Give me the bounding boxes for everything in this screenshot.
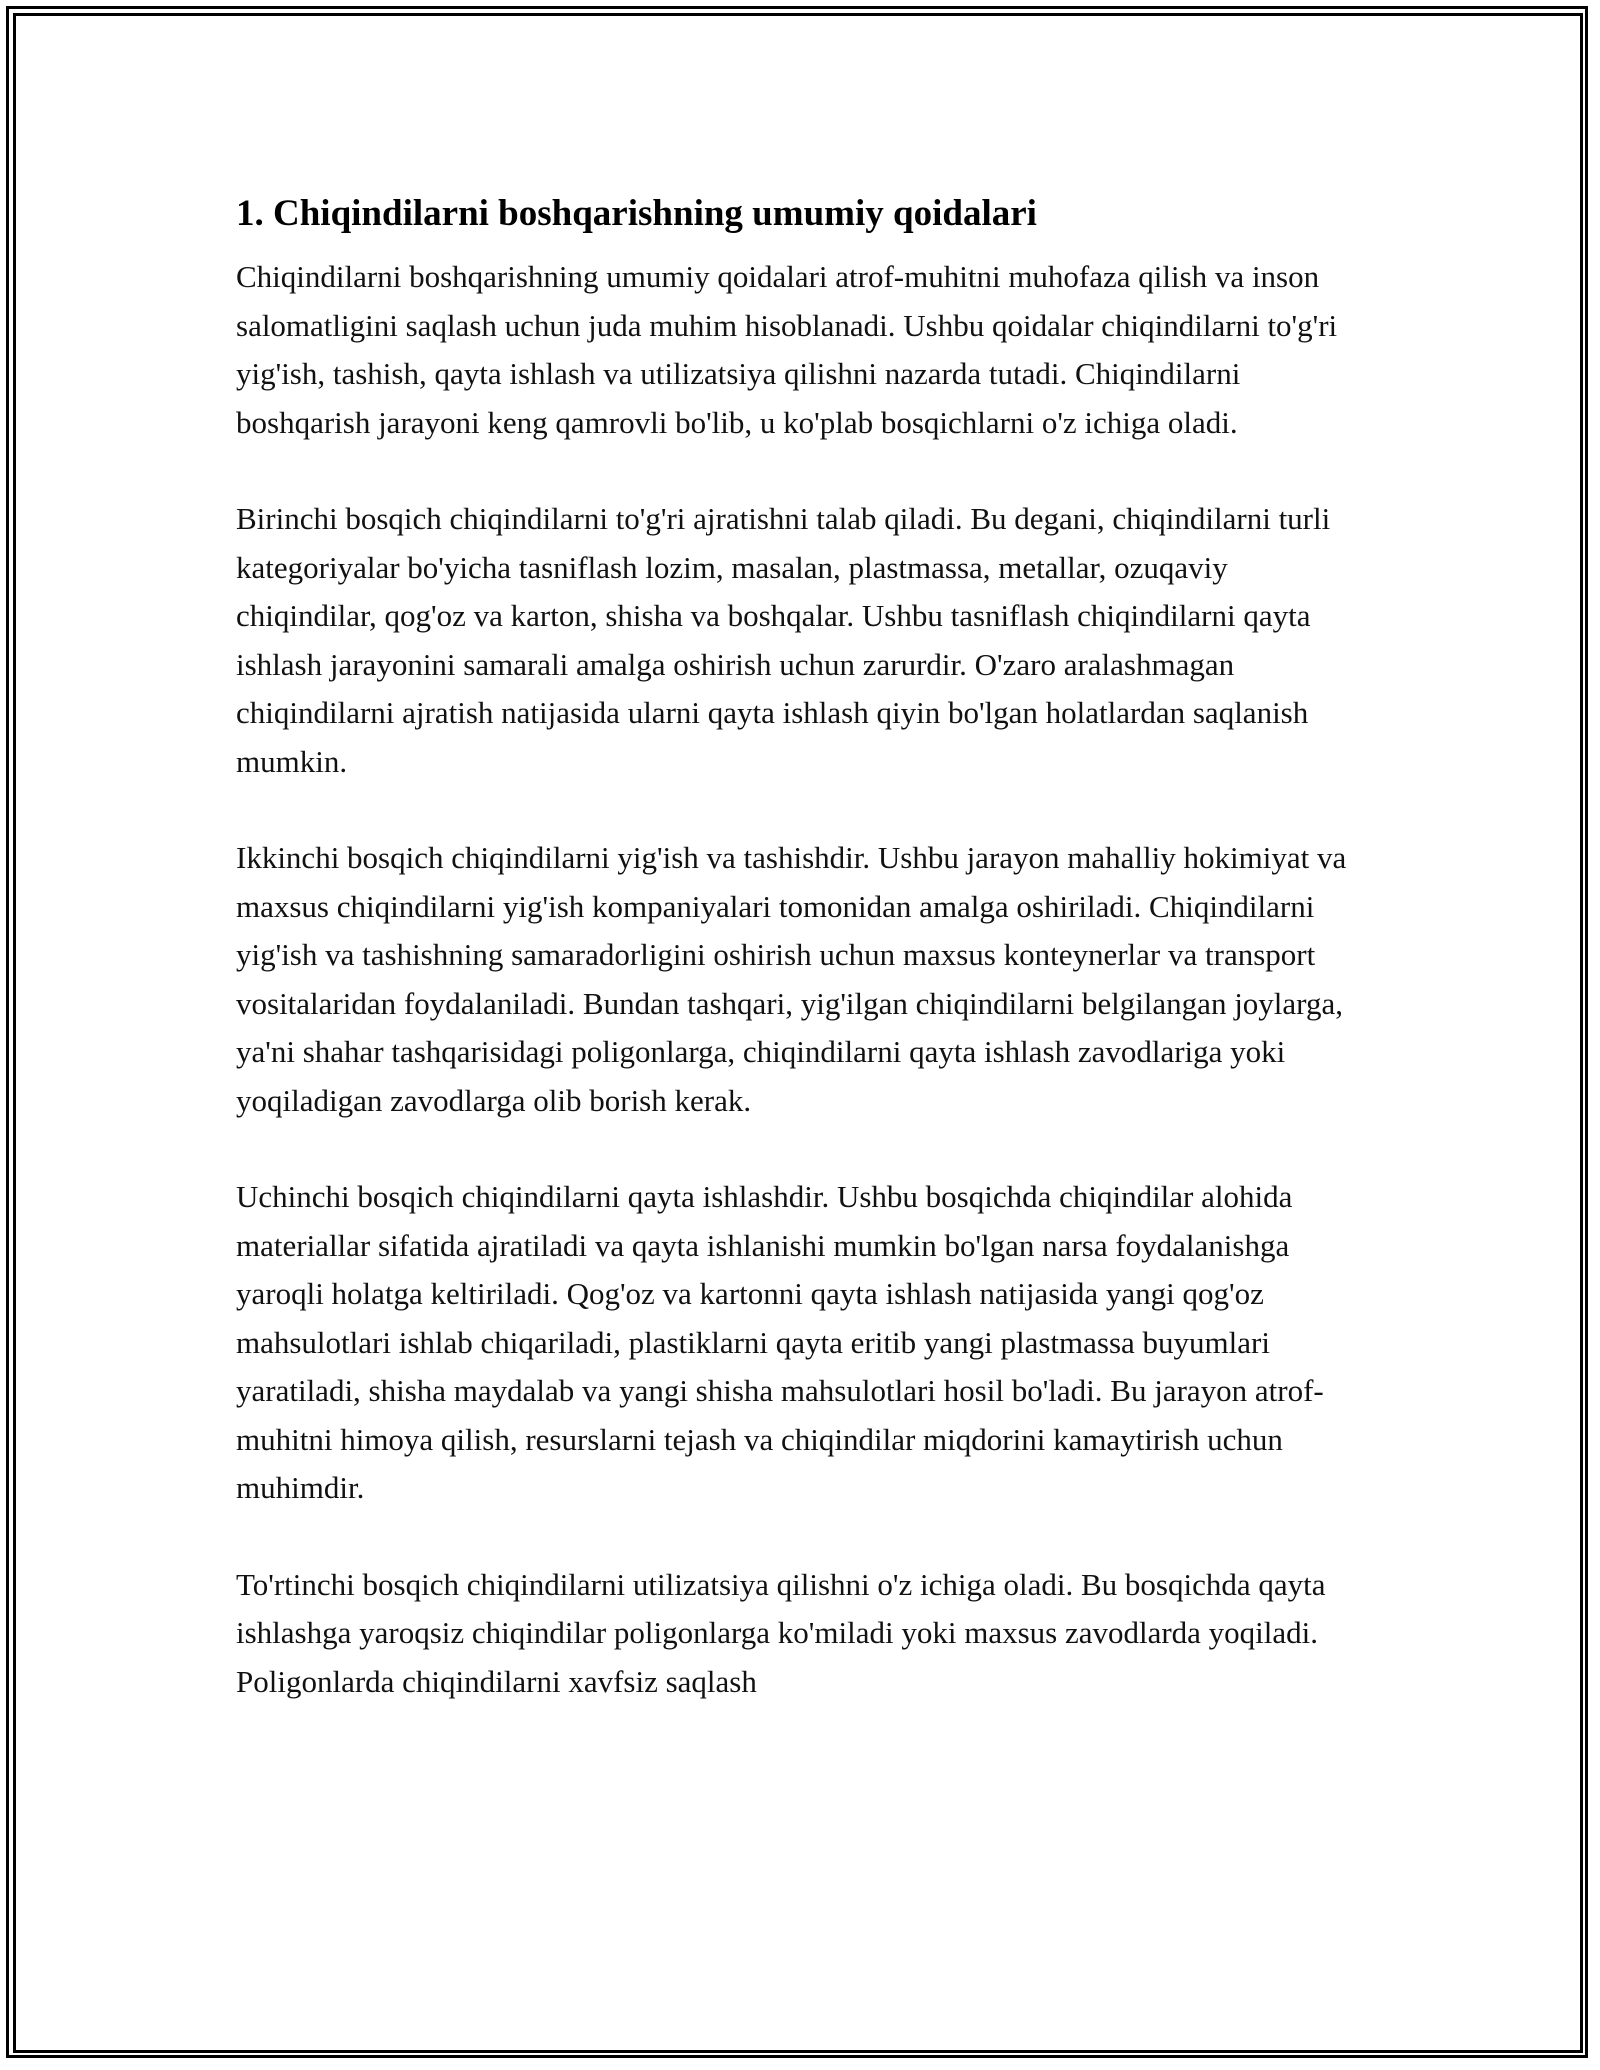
- paragraph-intro: Chiqindilarni boshqarishning umumiy qoidalari atrof-muhitni muhofaza qilish va inson salomatligini saqlash uchun juda muhim hisoblanadi. Ushbu qoidalar chiqindilarni to'g'ri yig'ish, tashish, qayta ishlash va utilizatsiya qilishni nazarda tutadi. Chiqindilarni boshqarish jarayoni keng qamrovli bo'lib, u ko'plab bosqichlarni o'z ichiga oladi.: [236, 259, 1338, 440]
- paragraph-stage-4: To'rtinchi bosqich chiqindilarni utilizatsiya qilishni o'z ichiga oladi. Bu bosqichda qayta ishlashga yaroqsiz chiqindilar poligonlarga ko'miladi yoki maxsus zavodlarda yoqiladi. Poligonlarda chiqindilarni xavfsiz saqlash: [236, 1566, 1326, 1699]
- paragraph-stage-3: Uchinchi bosqich chiqindilarni qayta ishlashdir. Ushbu bosqichda chiqindilar alohida materiallar sifatida ajratiladi va qayta ishlanishi mumkin bo'lgan narsa foydalanishga yaroqli holatga keltiriladi. Qog'oz va kartonni qayta ishlash natijasida yangi qog'oz mahsulotlari ishlab chiqariladi, plastiklarni qayta eritib yangi plastmassa buyumlari yaratiladi, shisha maydalab va yangi shisha mahsulotlari hosil bo'ladi. Bu jarayon atrof-muhitni himoya qilish, resurslarni tejash va chiqindilar miqdorini kamaytirish uchun muhimdir.: [236, 1179, 1324, 1505]
- paragraph-stage-2: Ikkinchi bosqich chiqindilarni yig'ish va tashishdir. Ushbu jarayon mahalliy hokimiyat va maxsus chiqindilarni yig'ish kompaniyalari tomonidan amalga oshiriladi. Chiqindilarni yig'ish va tashishning samaradorligini oshirish uchun maxsus konteynerlar va transport vositalaridan foydalaniladi. Bundan tashqari, yig'ilgan chiqindilarni belgilangan joylarga, ya'ni shahar tashqarisidagi poligonlarga, chiqindilarni qayta ishlash zavodlariga yoki yoqiladigan zavodlarga olib borish kerak.: [236, 840, 1347, 1118]
- document-body: [236, 185, 1366, 1754]
- section-heading: 1. Chiqindilarni boshqarishning umumiy qoidalari: [236, 193, 1037, 234]
- paragraph-stage-1: Birinchi bosqich chiqindilarni to'g'ri ajratishni talab qiladi. Bu degani, chiqindilarni turli kategoriyalar bo'yicha tasniflash lozim, masalan, plastmassa, metallar, ozuqaviy chiqindilar, qog'oz va karton, shisha va boshqalar. Ushbu tasniflash chiqindilarni qayta ishlash jarayonini samarali amalga oshirish uchun zarurdir. O'zaro aralashmagan chiqindilarni ajratish natijasida ularni qayta ishlash qiyin bo'lgan holatlardan saqlanish mumkin.: [236, 501, 1331, 779]
